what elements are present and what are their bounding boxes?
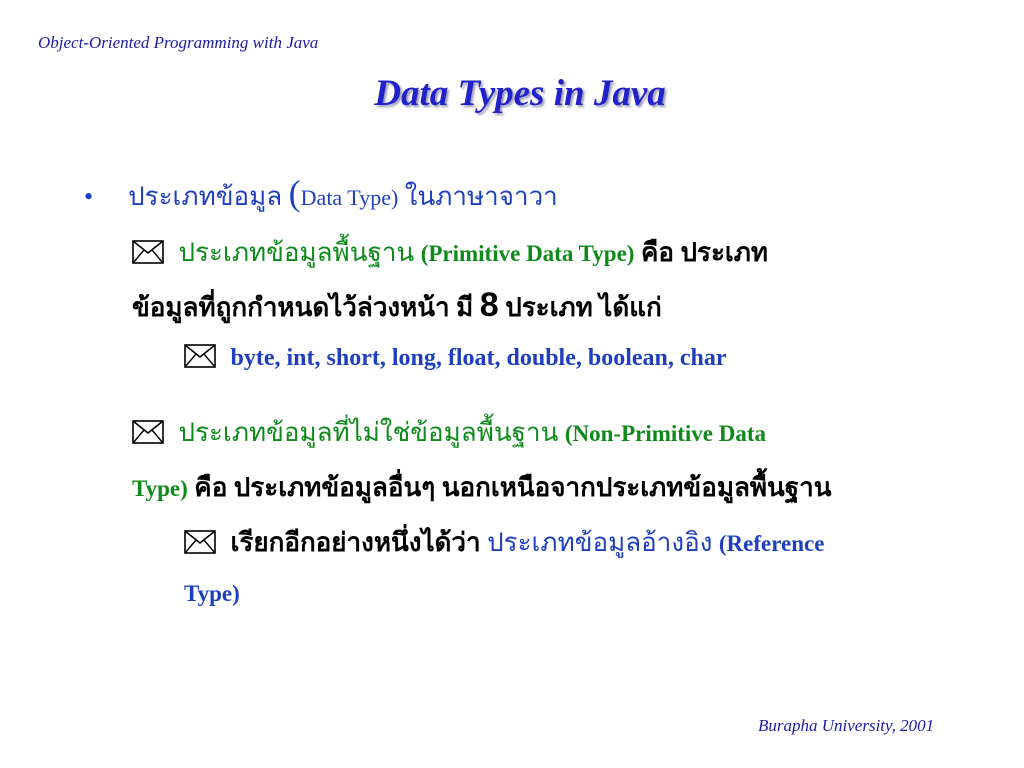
envelope-icon	[184, 530, 216, 561]
primitive-desc-start: คือ ประเภท	[640, 238, 769, 267]
primitive-types-list: byte, int, short, long, float, double, boolean, char	[230, 345, 727, 371]
primitive-desc-line2: ข้อมูลที่ถูกกำหนดไว้ล่วงหน้า มี	[132, 293, 474, 322]
non-primitive-term-en-2: Type)	[132, 476, 188, 501]
main-bullet	[84, 173, 558, 217]
main-thai-suffix: ในภาษาจาวา	[404, 182, 558, 211]
primitive-desc-end: ประเภท ได้แก่	[505, 293, 662, 322]
main-thai-prefix: ประเภทข้อมูล	[128, 182, 283, 211]
footer-credit: Burapha University, 2001	[758, 716, 935, 735]
primitive-term: ประเภทข้อมูลพื้นฐาน	[178, 238, 415, 267]
non-primitive-desc: คือ ประเภทข้อมูลอื่นๆ นอกเหนือจากประเภทข้อมูลพื้นฐาน	[194, 473, 832, 502]
non-primitive-desc-line	[132, 467, 832, 508]
primitive-term-en: (Primitive Data Type)	[420, 241, 635, 266]
alias-prefix: เรียกอีกอย่างหนึ่งได้ว่า	[230, 528, 481, 557]
course-header: Object-Oriented Programming with Java	[38, 33, 319, 52]
non-primitive-term: ประเภทข้อมูลที่ไม่ใช่ข้อมูลพื้นฐาน	[178, 418, 559, 447]
non-primitive-term-en-1: (Non-Primitive Data	[564, 421, 767, 446]
reference-alias-cont	[184, 578, 240, 608]
non-primitive-item	[132, 412, 766, 453]
alias-en-2: Type)	[184, 581, 240, 606]
reference-alias-item	[184, 522, 824, 563]
main-english: Data Type)	[300, 185, 399, 210]
envelope-icon	[132, 420, 164, 451]
bullet-marker: •	[84, 182, 94, 211]
envelope-icon	[184, 344, 216, 375]
primitive-desc-line	[132, 286, 662, 328]
primitive-count: 8	[479, 286, 499, 324]
alias-en-1: (Reference	[718, 531, 825, 556]
primitive-item	[132, 232, 768, 273]
envelope-icon	[132, 240, 164, 271]
primitive-types-item	[184, 342, 727, 375]
alias-term: ประเภทข้อมูลอ้างอิง	[487, 528, 713, 557]
slide-title: Data Types in Java	[374, 73, 666, 114]
main-open-paren: (	[288, 173, 301, 213]
